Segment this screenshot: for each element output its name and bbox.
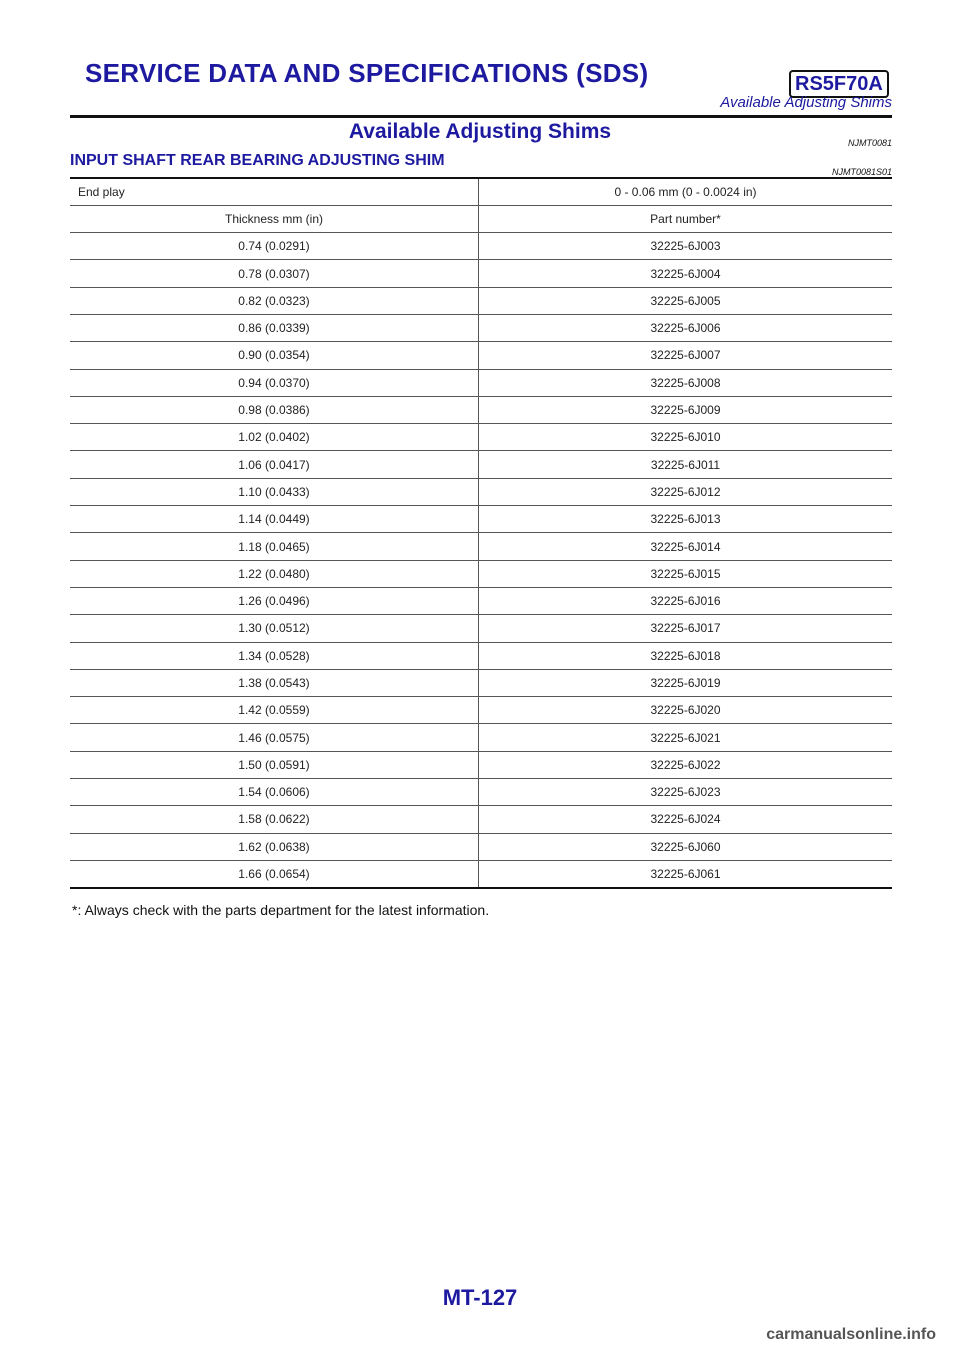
part-number-cell: 32225-6J018 [479, 642, 893, 669]
thickness-cell: 1.58 (0.0622) [70, 806, 479, 833]
part-number-cell: 32225-6J024 [479, 806, 893, 833]
thickness-cell: 0.82 (0.0323) [70, 287, 479, 314]
end-play-value: 0 - 0.06 mm (0 - 0.0024 in) [479, 178, 893, 205]
part-number-cell: 32225-6J020 [479, 697, 893, 724]
thickness-cell: 1.38 (0.0543) [70, 669, 479, 696]
table-row [70, 560, 892, 587]
part-number-cell: 32225-6J060 [479, 833, 893, 860]
table-row [70, 697, 892, 724]
table-row [70, 533, 892, 560]
part-number-cell: 32225-6J013 [479, 506, 893, 533]
table-row [70, 260, 892, 287]
part-number-cell: 32225-6J006 [479, 314, 893, 341]
thickness-cell: 1.50 (0.0591) [70, 751, 479, 778]
table-row [70, 724, 892, 751]
part-number-cell: 32225-6J005 [479, 287, 893, 314]
table-row [70, 369, 892, 396]
part-number-cell: 32225-6J009 [479, 396, 893, 423]
thickness-cell: 0.98 (0.0386) [70, 396, 479, 423]
thickness-cell: 1.46 (0.0575) [70, 724, 479, 751]
shim-table [70, 177, 892, 889]
part-number-cell: 32225-6J016 [479, 587, 893, 614]
part-number-cell: 32225-6J007 [479, 342, 893, 369]
part-number-cell: 32225-6J012 [479, 478, 893, 505]
part-number-cell: 32225-6J021 [479, 724, 893, 751]
thickness-cell: 0.86 (0.0339) [70, 314, 479, 341]
part-number-cell: 32225-6J004 [479, 260, 893, 287]
part-number-cell: 32225-6J022 [479, 751, 893, 778]
table-row [70, 833, 892, 860]
thickness-cell: 0.78 (0.0307) [70, 260, 479, 287]
thickness-cell: 1.34 (0.0528) [70, 642, 479, 669]
table-row [70, 451, 892, 478]
part-number-cell: 32225-6J015 [479, 560, 893, 587]
part-number-cell: 32225-6J019 [479, 669, 893, 696]
footnote: *: Always check with the parts department for the latest information. [72, 902, 490, 918]
table-row [70, 615, 892, 642]
part-number-cell: 32225-6J011 [479, 451, 893, 478]
thickness-cell: 1.30 (0.0512) [70, 615, 479, 642]
section-code: NJMT0081 [847, 138, 892, 148]
subsection-title: INPUT SHAFT REAR BEARING ADJUSTING SHIM [70, 152, 445, 169]
table-row [70, 806, 892, 833]
thickness-cell: 1.54 (0.0606) [70, 779, 479, 806]
model-badge: RS5F70A [789, 70, 889, 98]
table-row [70, 287, 892, 314]
table-row [70, 642, 892, 669]
end-play-row [70, 178, 892, 205]
thickness-cell: 0.90 (0.0354) [70, 342, 479, 369]
part-number-cell: 32225-6J014 [479, 533, 893, 560]
part-number-cell: 32225-6J010 [479, 424, 893, 451]
table-row [70, 751, 892, 778]
subsection-code: NJMT0081S01 [831, 167, 892, 177]
table-row [70, 233, 892, 260]
table-row [70, 314, 892, 341]
thickness-cell: 1.22 (0.0480) [70, 560, 479, 587]
part-number-cell: 32225-6J008 [479, 369, 893, 396]
table-row [70, 506, 892, 533]
thickness-cell: 1.02 (0.0402) [70, 424, 479, 451]
watermark: carmanualsonline.info [766, 1326, 936, 1343]
thickness-cell: 1.66 (0.0654) [70, 860, 479, 887]
table-row [70, 669, 892, 696]
page-number: MT-127 [442, 1285, 518, 1310]
column-header-row [70, 205, 892, 232]
thickness-cell: 1.62 (0.0638) [70, 833, 479, 860]
part-number-cell: 32225-6J003 [479, 233, 893, 260]
table-row [70, 587, 892, 614]
thickness-cell: 1.42 (0.0559) [70, 697, 479, 724]
header-subtitle: Available Adjusting Shims [720, 94, 892, 111]
part-number-cell: 32225-6J023 [479, 779, 893, 806]
column-header-thickness: Thickness mm (in) [70, 205, 479, 232]
header-title: SERVICE DATA AND SPECIFICATIONS (SDS) [85, 58, 649, 88]
part-number-cell: 32225-6J017 [479, 615, 893, 642]
column-header-part-number: Part number* [479, 205, 893, 232]
end-play-label: End play [70, 178, 479, 205]
part-number-cell: 32225-6J061 [479, 860, 893, 887]
table-row [70, 396, 892, 423]
thickness-cell: 1.06 (0.0417) [70, 451, 479, 478]
table-row [70, 342, 892, 369]
thickness-cell: 1.18 (0.0465) [70, 533, 479, 560]
thickness-cell: 0.94 (0.0370) [70, 369, 479, 396]
thickness-cell: 1.14 (0.0449) [70, 506, 479, 533]
section-title: Available Adjusting Shims [348, 120, 612, 143]
table-row [70, 779, 892, 806]
header-divider [70, 115, 892, 118]
table-row [70, 478, 892, 505]
table-row [70, 424, 892, 451]
table-row [70, 860, 892, 887]
thickness-cell: 1.26 (0.0496) [70, 587, 479, 614]
thickness-cell: 1.10 (0.0433) [70, 478, 479, 505]
thickness-cell: 0.74 (0.0291) [70, 233, 479, 260]
